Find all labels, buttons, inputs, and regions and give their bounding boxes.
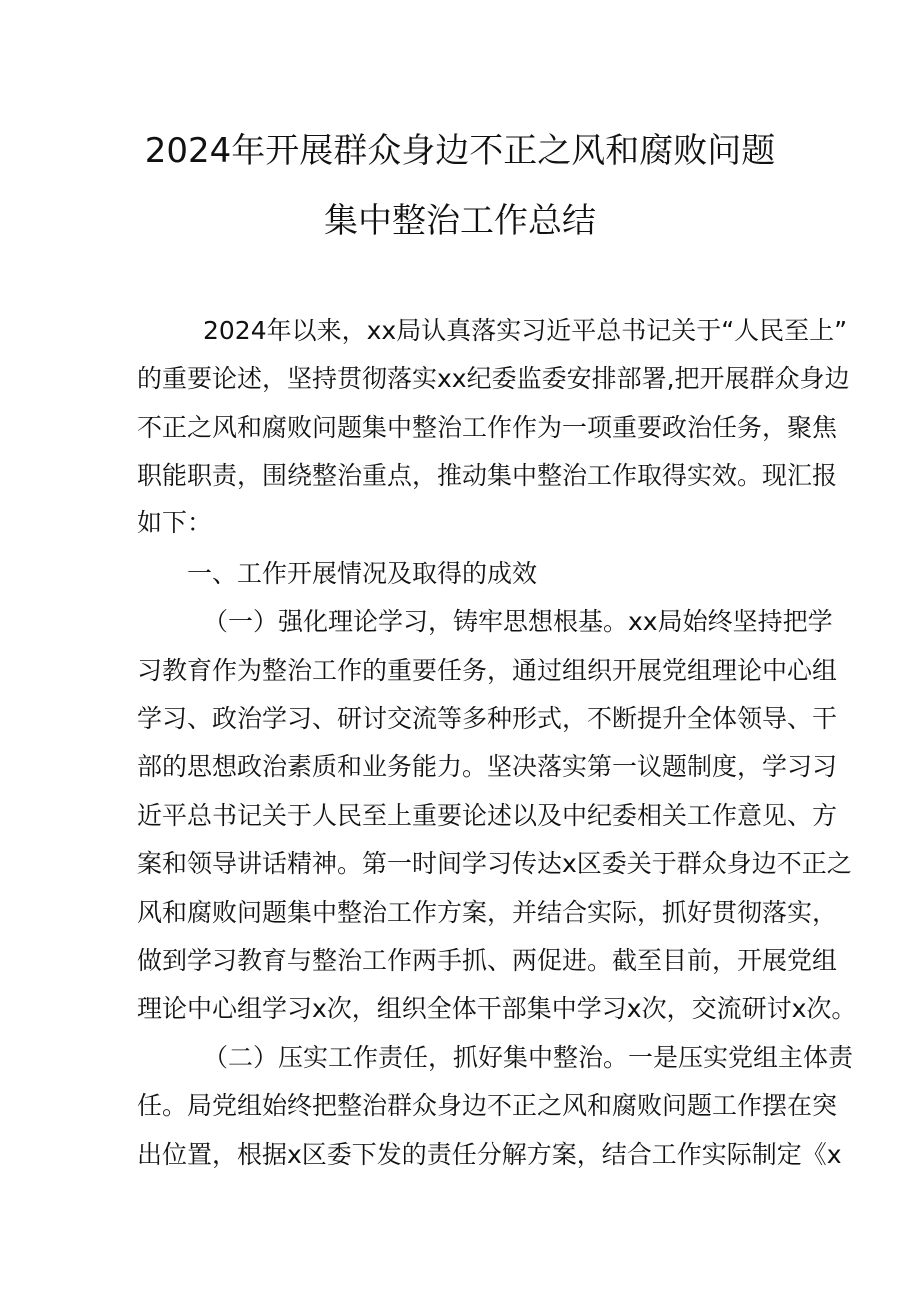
paragraph-line: 如下： [137,508,213,537]
document-title-line-1: 2024年开展群众身边不正之风和腐败问题 [144,131,776,171]
paragraph-line: 出位置，根据x区委下发的责任分解方案，结合工作实际制定《x [137,1140,842,1169]
section-heading: 一、工作开展情况及取得的成效 [187,559,538,588]
paragraph-line: 近平总书记关于人民至上重要论述以及中纪委相关工作意见、方 [137,801,838,830]
paragraph-line: （一）强化理论学习，铸牢思想根基。xx局始终坚持把学 [203,607,833,636]
paragraph-line: 的重要论述，坚持贯彻落实xx纪委监委安排部署,把开展群众身边 [137,364,850,393]
paragraph-line: 2024年以来，xx局认真落实习近平总书记关于“人民至上” [203,316,848,345]
paragraph-line: 做到学习教育与整治工作两手抓、两促进。截至目前，开展党组 [137,946,838,975]
paragraph-line: 案和领导讲话精神。第一时间学习传达x区委关于群众身边不正之 [137,849,852,878]
paragraph-line: 理论中心组学习x次，组织全体干部集中学习x次，交流研讨x次。 [137,994,857,1023]
paragraph-line: 职能职责，围绕整治重点，推动集中整治工作取得实效。现汇报 [137,461,838,490]
paragraph-line: 学习、政治学习、研讨交流等多种形式，不断提升全体领导、干 [137,704,838,733]
paragraph-line: 部的思想政治素质和业务能力。坚决落实第一议题制度，学习习 [137,752,838,781]
paragraph-line: 习教育作为整治工作的重要任务，通过组织开展党组理论中心组 [137,656,838,685]
paragraph-line: （二）压实工作责任，抓好集中整治。一是压实党组主体责 [203,1043,854,1072]
paragraph-line: 任。局党组始终把整治群众身边不正之风和腐败问题工作摆在突 [137,1091,838,1120]
paragraph-line: 不正之风和腐败问题集中整治工作作为一项重要政治任务，聚焦 [137,413,838,442]
document-title-line-2: 集中整治工作总结 [324,201,596,241]
paragraph-line: 风和腐败问题集中整治工作方案，并结合实际，抓好贯彻落实， [137,898,838,927]
